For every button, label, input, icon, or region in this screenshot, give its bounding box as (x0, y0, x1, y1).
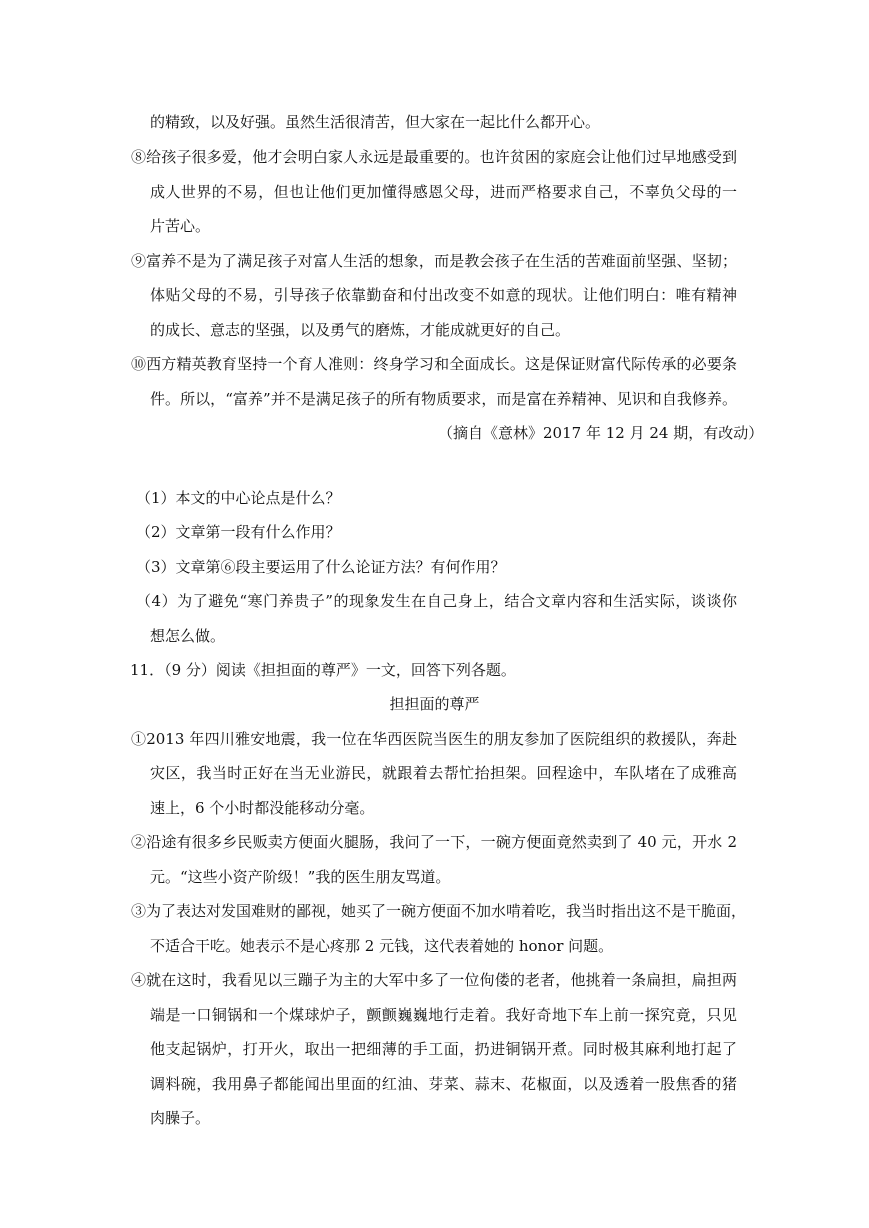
question-4-line-1: （4）为了避免“寒门养贵子”的现象发生在自己身上，结合文章内容和生活实际，谈谈你 (136, 592, 737, 610)
article-source: （摘自《意林》2017 年 12 月 24 期，有改动） (438, 424, 764, 442)
paragraph-10-line-1: ⑩西方精英教育坚持一个育人准则：终身学习和全面成长。这是保证财富代际传承的必要条 (131, 355, 737, 373)
q11-paragraph-4-line-3: 他支起锅炉，打开火，取出一把细薄的手工面，扔进铜锅开煮。同时极其麻利地打起了 (150, 1040, 737, 1058)
q11-paragraph-3-line-2: 不适合干吃。她表示不是心疼那 2 元钱，这代表着她的 honor 问题。 (150, 937, 614, 955)
q11-paragraph-4-line-5: 肉臊子。 (150, 1109, 211, 1127)
q11-paragraph-4-line-1: ④就在这时，我看见以三蹦子为主的大军中多了一位佝偻的老者，他挑着一条扁担，扁担两 (131, 971, 737, 989)
q11-paragraph-4-line-2: 端是一口铜锅和一个煤球炉子，颤颤巍巍地行走着。我好奇地下车上前一探究竟，只见 (150, 1006, 737, 1024)
question-1: （1）本文的中心论点是什么？ (136, 489, 341, 507)
question-3: （3）文章第⑥段主要运用了什么论证方法？有何作用？ (136, 558, 506, 576)
q11-paragraph-2-line-1: ②沿途有很多乡民贩卖方便面火腿肠，我问了一下，一碗方便面竟然卖到了 40 元，开水 2 (131, 833, 737, 851)
q11-paragraph-3-line-1: ③为了表达对发国难财的鄙视，她买了一碗方便面不加水啃着吃，我当时指出这不是干脆面， (131, 902, 747, 920)
paragraph-9-line-2: 体贴父母的不易，引导孩子依靠勤奋和付出改变不如意的现状。让他们明白：唯有精神 (150, 286, 737, 304)
paragraph-8-line-2: 成人世界的不易，但也让他们更加懂得感恩父母，进而严格要求自己，不辜负父母的一 (150, 183, 737, 201)
q11-paragraph-1-line-1: ①2013 年四川雅安地震，我一位在华西医院当医生的朋友参加了医院组织的救援队，奔赴 (131, 730, 737, 748)
q11-paragraph-1-line-2: 灾区，我当时正好在当无业游民，就跟着去帮忙抬担架。回程途中，车队堵在了成雅高 (150, 764, 737, 782)
paragraph-9-line-3: 的成长、意志的坚强，以及勇气的磨炼，才能成就更好的自己。 (150, 321, 571, 339)
paragraph-9-line-1: ⑨富养不是为了满足孩子对富人生活的想象，而是教会孩子在生活的苦难面前坚强、坚韧； (131, 252, 737, 270)
paragraph-10-line-2: 件。所以，“富养”并不是满足孩子的所有物质要求，而是富在养精神、见识和自我修养。 (150, 390, 737, 408)
paragraph-7-tail: 的精致，以及好强。虽然生活很清苦，但大家在一起比什么都开心。 (150, 113, 601, 131)
question-2: （2）文章第一段有什么作用？ (136, 523, 341, 541)
q11-paragraph-1-line-3: 速上，6 个小时都没能移动分毫。 (150, 799, 375, 817)
question-4-line-2: 想怎么做。 (150, 627, 226, 645)
paragraph-8-line-3: 片苦心。 (150, 217, 211, 235)
paragraph-8-line-1: ⑧给孩子很多爱，他才会明白家人永远是最重要的。也许贫困的家庭会让他们过早地感受到 (131, 148, 737, 166)
article-title: 担担面的尊严 (389, 695, 480, 713)
q11-paragraph-2-line-2: 元。“这些小资产阶级！”我的医生朋友骂道。 (150, 868, 451, 886)
q11-paragraph-4-line-4: 调料碗，我用鼻子都能闻出里面的红油、芽菜、蒜末、花椒面，以及透着一股焦香的猪 (150, 1075, 737, 1093)
question-11-heading: 11．（9 分）阅读《担担面的尊严》一文，回答下列各题。 (130, 661, 516, 679)
